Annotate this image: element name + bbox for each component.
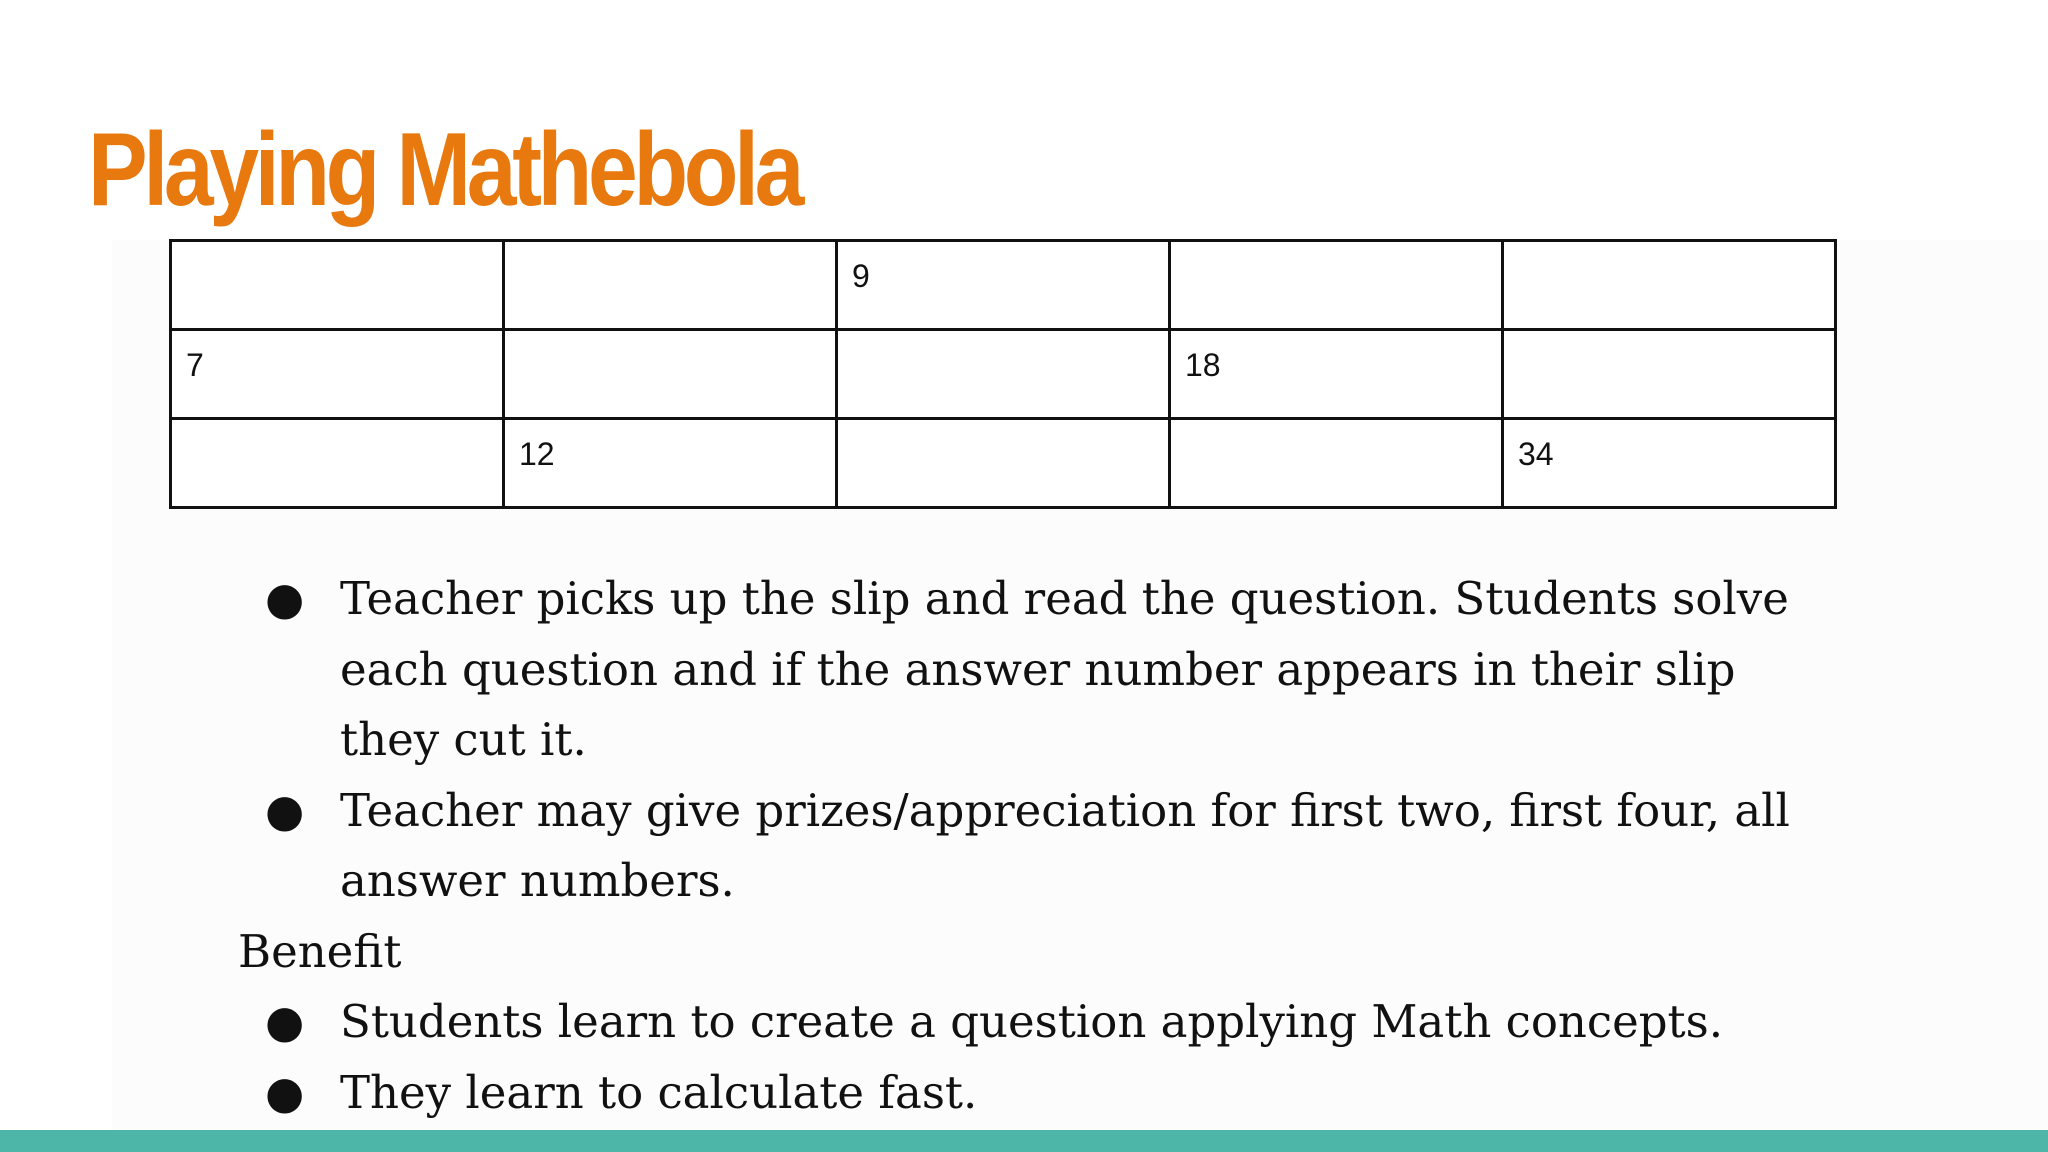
grid-cell: 9 — [837, 241, 1170, 330]
list-item-text: They learn to calculate fast. — [340, 1065, 978, 1119]
bullet-icon: ● — [265, 572, 305, 625]
list-item — [238, 1058, 1798, 1129]
number-grid — [169, 239, 1837, 509]
slide-title: Playing Mathebola — [88, 112, 801, 228]
slide-body — [238, 564, 1798, 1128]
grid-cell — [504, 241, 837, 330]
grid-cell — [1170, 419, 1503, 508]
grid-cell: 18 — [1170, 330, 1503, 419]
grid-cell — [1170, 241, 1503, 330]
grid-cell: 7 — [171, 330, 504, 419]
bullet-icon: ● — [265, 995, 305, 1048]
grid-row — [171, 241, 1836, 330]
grid-cell — [171, 241, 504, 330]
list-item — [238, 776, 1798, 917]
grid-cell — [504, 330, 837, 419]
footer-bar — [0, 1130, 2048, 1152]
list-item-text: Students learn to create a question applying Math concepts. — [340, 995, 1724, 1048]
benefit-list — [238, 987, 1798, 1128]
grid-row — [171, 330, 1836, 419]
grid-cell — [837, 330, 1170, 419]
grid-cell — [837, 419, 1170, 508]
grid-cell — [1503, 330, 1836, 419]
grid-cell: 34 — [1503, 419, 1836, 508]
list-item-text: Teacher picks up the slip and read the question. Students solve each question and if the answer number appears in their slip they cut it. — [340, 572, 1789, 766]
list-item — [238, 987, 1798, 1058]
instructions-list — [238, 564, 1798, 917]
grid-cell — [171, 419, 504, 508]
list-item-text: Teacher may give prizes/appreciation for first two, first four, all answer numbers. — [340, 783, 1790, 907]
bullet-icon: ● — [265, 1065, 305, 1119]
grid-row — [171, 419, 1836, 508]
grid-cell: 12 — [504, 419, 837, 508]
grid-cell — [1503, 241, 1836, 330]
bullet-icon: ● — [265, 783, 305, 837]
benefit-heading: Benefit — [238, 924, 402, 978]
list-item — [238, 564, 1798, 776]
